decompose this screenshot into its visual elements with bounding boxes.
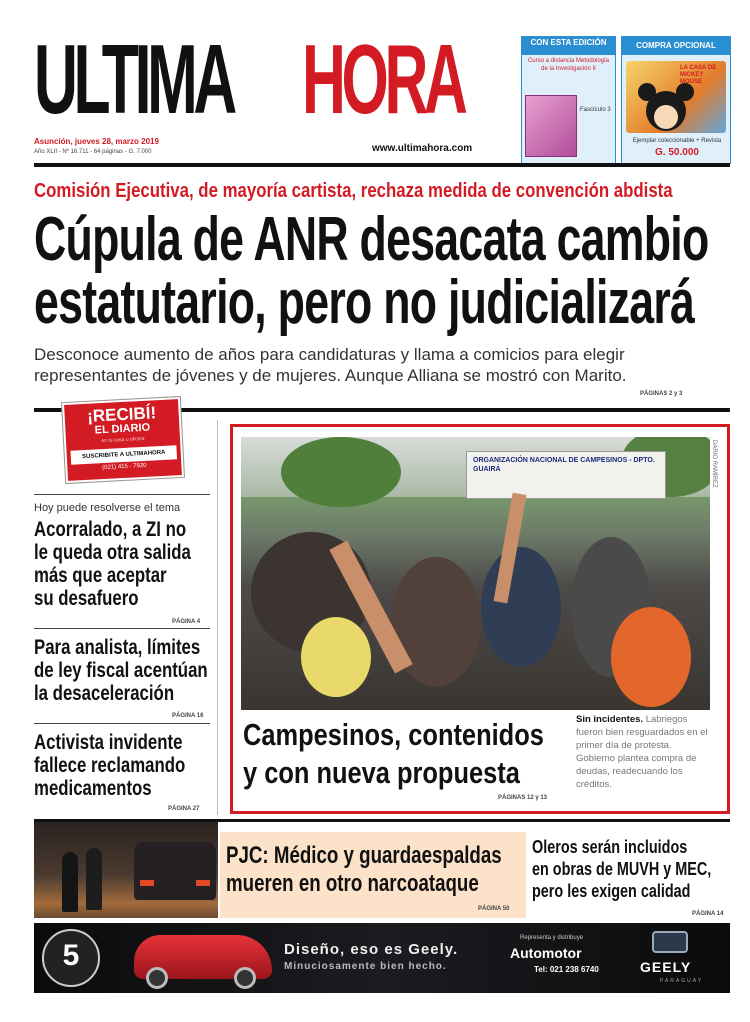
lead-headline-line2: estatutario, pero no judicializará — [34, 268, 695, 337]
story3-line2: fallece reclamando — [34, 754, 186, 777]
ad-brand: GEELY — [640, 959, 692, 975]
warranty-years: 5 — [62, 939, 80, 972]
photo-tree — [281, 437, 401, 507]
story2-headline[interactable] — [34, 636, 208, 705]
protest-banner-text: ORGANIZACIÓN NACIONAL DE CAMPESINOS - DPTO. GUAIRÁ — [473, 457, 655, 473]
promo-edition-note: Fascículo 3 — [580, 107, 611, 113]
pjc-line1: PJC: Médico y guardaespaldas — [226, 842, 502, 869]
subscribe-note: en tu casa u oficina — [101, 435, 145, 445]
lead-pages: PÁGINAS 2 y 3 — [640, 391, 683, 397]
pjc-line2: mueren en otro narcoataque — [226, 870, 479, 897]
book-cover-icon — [525, 95, 577, 157]
promo-edition-text: Curso a distancia Metodología de la Investigación II — [527, 58, 610, 72]
story2-line3: la desaceleración — [34, 682, 175, 705]
promo-edition[interactable] — [521, 36, 616, 164]
photo-story-headline[interactable] — [243, 716, 544, 792]
pjc-headline[interactable] — [226, 842, 502, 898]
subscribe-strip: SUSCRIBITE A ULTIMAHORA — [70, 445, 177, 465]
photo-caption — [576, 713, 710, 791]
pjc-page: PÁGINA 50 — [478, 906, 510, 912]
lead-kicker: Comisión Ejecutiva, de mayoría cartista, rechaza medida de convención abdista — [34, 180, 673, 202]
protest-banner — [466, 451, 666, 499]
story3-page: PÁGINA 27 — [168, 806, 200, 812]
olero-line2: en obras de MUVH y MEC, — [532, 859, 712, 879]
photo-story-pages: PÁGINAS 12 y 13 — [498, 795, 548, 801]
photo-story-line1: Campesinos, contenidos — [243, 717, 544, 752]
story1-page: PÁGINA 4 — [172, 619, 201, 625]
masthead-rule — [34, 163, 730, 167]
left-separator — [34, 628, 210, 629]
protest-photo[interactable] — [241, 437, 710, 710]
story3-line3: medicamentos — [34, 777, 152, 800]
promo-optional-header: COMPRA OPCIONAL — [622, 37, 730, 55]
car-taillight — [196, 880, 210, 886]
olero-line1: Oleros serán incluidos — [532, 837, 688, 857]
promo-optional-subtitle: LA CASA DE MICKEY MOUSE — [680, 65, 717, 85]
car-shape — [134, 842, 216, 900]
left-separator — [34, 494, 210, 495]
photo-caption-lead: Sin incidentes. — [576, 714, 644, 725]
promo-optional[interactable] — [621, 36, 731, 164]
mickey-face-icon — [654, 105, 678, 129]
column-divider — [217, 420, 218, 815]
story1-line1: Acorralado, a ZI no — [34, 518, 187, 541]
geely-emblem-icon — [652, 931, 688, 953]
ad-dealer: Automotor — [510, 945, 582, 961]
warranty-badge-icon — [42, 929, 100, 987]
ad-phone: Tel: 021 238 6740 — [534, 965, 599, 974]
photo-credit: DARIO RAMÍREZ — [711, 440, 717, 488]
ad-slogan: Diseño, eso es Geely. — [284, 941, 459, 958]
story2-line2: de ley fiscal acentúan — [34, 659, 208, 682]
wheel-icon — [234, 967, 256, 989]
subscribe-subtitle: EL DIARIO — [94, 421, 151, 437]
left-separator — [34, 723, 210, 724]
promo-edition-header: CON ESTA EDICIÓN — [522, 37, 615, 55]
olero-line3: pero les exigen calidad — [532, 881, 691, 901]
person-yellow-jacket — [301, 617, 371, 697]
person-silhouette — [86, 848, 102, 910]
issue-date: Asunción, jueves 28, marzo 2019 — [34, 137, 159, 146]
person-orange-shirt — [611, 607, 691, 707]
masthead-ultima: ULTIMA — [34, 24, 233, 134]
story3-headline[interactable] — [34, 731, 185, 800]
photo-caption-text: Labriegos fueron bien resguardados en el primer día de protesta. Gobierno plantea compra de deudas, readecuando los créditos. — [576, 714, 708, 790]
crime-scene-photo[interactable] — [34, 822, 218, 918]
story1-line4: su desafuero — [34, 587, 139, 610]
story1-headline[interactable] — [34, 518, 191, 610]
promo-optional-price-note: Ejemplar coleccionable + Revista — [632, 138, 722, 144]
issue-meta: Año XLII - Nº 16.711 - 64 páginas - G. 7.000 — [34, 149, 152, 155]
wheel-icon — [146, 967, 168, 989]
crowd-figure — [481, 547, 561, 667]
story2-line1: Para analista, límites — [34, 636, 201, 659]
promo-optional-price: G. 50.000 — [655, 147, 699, 158]
story2-page: PÁGINA 16 — [172, 713, 204, 719]
photo-story-line2: y con nueva propuesta — [243, 755, 520, 790]
lead-headline[interactable] — [34, 205, 709, 337]
lead-headline-line1: Cúpula de ANR desacata cambio — [34, 205, 709, 274]
ad-tagline: Minuciosamente bien hecho. — [284, 961, 447, 972]
story1-line3: más que aceptar — [34, 564, 167, 587]
subscribe-badge[interactable] — [62, 397, 184, 483]
story1-kicker: Hoy puede resolverse el tema — [34, 502, 181, 514]
subscribe-phone: (021) 415 - 7920 — [102, 462, 147, 472]
olero-page: PÁGINA 14 — [692, 911, 724, 917]
person-silhouette — [62, 852, 78, 912]
masthead-hora: HORA — [302, 24, 464, 134]
ad-country: PARAGUAY — [660, 978, 704, 984]
lead-deck: Desconoce aumento de años para candidaturas y llama a comicios para elegir representantes de jóvenes y de mujeres. Aunque Alliana se mostró con Marito. — [34, 345, 627, 385]
website-link[interactable]: www.ultimahora.com — [372, 143, 473, 154]
ad-distributor-note: Representa y distribuye — [520, 935, 584, 941]
geely-ad[interactable] — [34, 923, 730, 993]
story3-line1: Activista invidente — [34, 731, 183, 754]
car-taillight — [140, 880, 154, 886]
story1-line2: le queda otra salida — [34, 541, 191, 564]
olero-headline[interactable] — [532, 836, 711, 902]
subscribe-title: ¡RECIBÍ! — [86, 403, 157, 426]
